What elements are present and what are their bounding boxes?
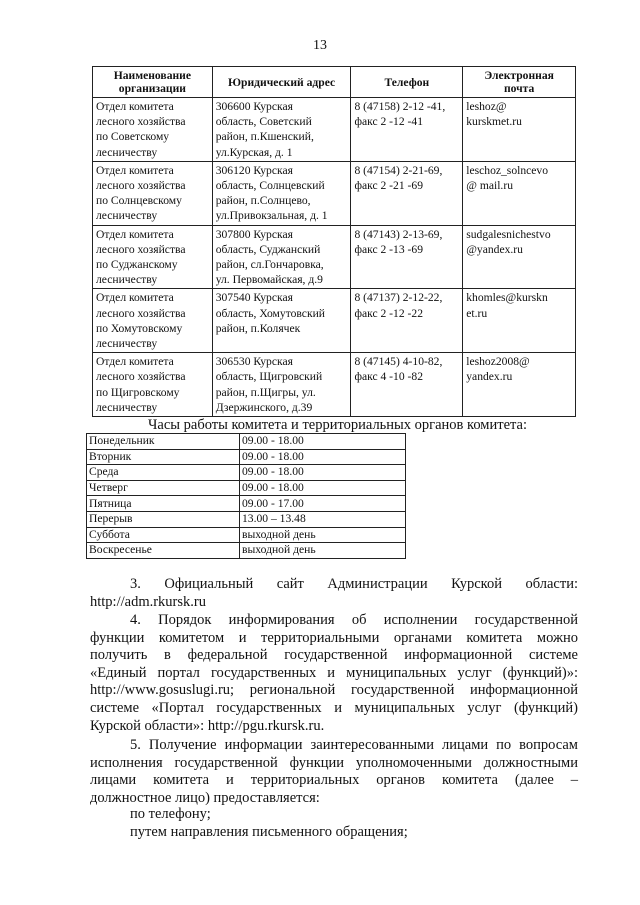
table-row [93,161,576,225]
hours-row [87,434,406,450]
header-name: Наименование организации [93,67,213,98]
org-phone-cell: 8 (47143) 2-13-69, факс 2 -13 -69 [351,225,463,289]
header-email: Электронная почта [463,67,576,98]
hours-time: выходной день [240,527,406,543]
hours-time: 09.00 - 18.00 [240,480,406,496]
header-phone: Телефон [351,67,463,98]
org-email-cell: leshoz@ kurskmet.ru [463,98,576,162]
hours-row [87,480,406,496]
hours-row [87,543,406,559]
hours-day: Вторник [87,449,240,465]
hours-day: Суббота [87,527,240,543]
hours-day: Среда [87,465,240,481]
org-phone-cell: 8 (47158) 2-12 -41, факс 2 -12 -41 [351,98,463,162]
org-name-cell: Отдел комитета лесного хозяйства по Суджанскому лесничеству [93,225,213,289]
hours-row [87,465,406,481]
hours-row [87,527,406,543]
hours-day: Пятница [87,496,240,512]
hours-day: Перерыв [87,511,240,527]
working-hours-title: Часы работы комитета и территориальных органов комитета: [148,417,527,433]
hours-time: 09.00 - 18.00 [240,465,406,481]
hours-time: 09.00 - 18.00 [240,434,406,450]
table-row [93,289,576,353]
org-phone-cell: 8 (47137) 2-12-22, факс 2 -12 -22 [351,289,463,353]
org-name-cell: Отдел комитета лесного хозяйства по Щигровскому лесничеству [93,353,213,417]
org-address-cell: 306600 Курская область, Советский район, п.Кшенский, ул.Курская, д. 1 [212,98,351,162]
org-email-cell: leshoz2008@ yandex.ru [463,353,576,417]
paragraph-5-getting-information: 5. Получение информации заинтересованными лицами по вопросам исполнения государственной функции уполномоченными должностными лицами комитета и территориальных органов комитета (далее – должностное лицо) предоставляется: [90,737,578,806]
org-address-cell: 306120 Курская область, Солнцевский район, п.Солнцево, ул.Привокзальная, д. 1 [212,161,351,225]
paragraph-4-informing-order: 4. Порядок информирования об исполнении государственной функции комитетом и территориальными органами комитета можно получить в федеральной государственной информационной системе «Единый портал государственных и муниципальных услуг (функций)»: http://www.gosuslugi.ru; региональной государственной информационной системе «Портал государственных и муниципальных услуг (функций) Курской области»: http://pgu.rkursk.ru. [90,612,578,734]
hours-day: Четверг [87,480,240,496]
hours-row [87,511,406,527]
table-header-row [93,67,576,98]
hours-time: 09.00 - 17.00 [240,496,406,512]
org-name-cell: Отдел комитета лесного хозяйства по Солнцевскому лесничеству [93,161,213,225]
hours-day: Воскресенье [87,543,240,559]
org-email-cell: sudgalesnichestvo @yandex.ru [463,225,576,289]
org-address-cell: 306530 Курская область, Щигровский район, п.Щигры, ул. Дзержинского, д.39 [212,353,351,417]
org-phone-cell: 8 (47154) 2-21-69, факс 2 -21 -69 [351,161,463,225]
hours-day: Понедельник [87,434,240,450]
page-number: 13 [313,38,327,53]
working-hours-table [86,433,406,559]
header-address: Юридический адрес [212,67,351,98]
org-name-cell: Отдел комитета лесного хозяйства по Советскому лесничеству [93,98,213,162]
paragraph-3-official-site: 3. Официальный сайт Администрации Курской области: http://adm.rkursk.ru [90,576,578,610]
hours-time: выходной день [240,543,406,559]
hours-row [87,496,406,512]
hours-time: 13.00 – 13.48 [240,511,406,527]
org-email-cell: khomles@kurskn et.ru [463,289,576,353]
list-item: путем направления письменного обращения; [130,824,408,840]
org-phone-cell: 8 (47145) 4-10-82, факс 4 -10 -82 [351,353,463,417]
list-item: по телефону; [130,806,211,822]
hours-time: 09.00 - 18.00 [240,449,406,465]
org-name-cell: Отдел комитета лесного хозяйства по Хомутовскому лесничеству [93,289,213,353]
org-address-cell: 307800 Курская область, Суджанский район, сл.Гончаровка, ул. Первомайская, д.9 [212,225,351,289]
table-row [93,353,576,417]
organizations-table [92,66,576,417]
hours-row [87,449,406,465]
org-email-cell: leschoz_solncevo @ mail.ru [463,161,576,225]
org-address-cell: 307540 Курская область, Хомутовский район, п.Колячек [212,289,351,353]
table-row [93,98,576,162]
table-row [93,225,576,289]
